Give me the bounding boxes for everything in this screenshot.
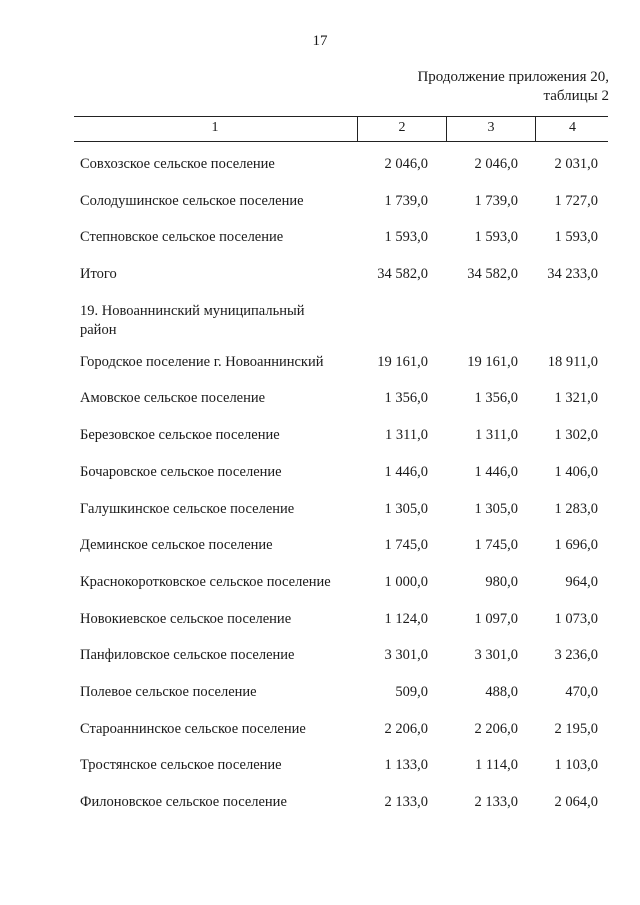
row-name: Бочаровское сельское поселение: [80, 463, 282, 480]
row-value-col4: 470,0: [565, 683, 598, 700]
table-row: [0, 778, 640, 815]
table-row: [0, 521, 640, 558]
row-value-col2: 1 305,0: [384, 500, 428, 517]
row-value-col4: 34 233,0: [547, 266, 598, 283]
table-row: [0, 558, 640, 595]
page-number: 17: [312, 33, 328, 49]
column-header-2: 2: [357, 117, 446, 141]
row-value-col2: 1 124,0: [384, 610, 428, 627]
row-value-col3: 2 206,0: [474, 720, 518, 737]
table-row: [0, 411, 640, 448]
row-value-col3: 1 311,0: [475, 427, 518, 444]
row-value-col3: 34 582,0: [467, 266, 518, 283]
row-value-col4: 1 593,0: [554, 229, 598, 246]
table-row: [0, 177, 640, 214]
row-value-col2: 34 582,0: [377, 266, 428, 283]
row-value-col4: 1 406,0: [554, 463, 598, 480]
row-value-col4: 1 103,0: [554, 757, 598, 774]
row-name: Деминское сельское поселение: [80, 537, 273, 554]
row-value-col4: 18 911,0: [547, 353, 598, 370]
table-row: [0, 213, 640, 250]
caption-line-1: Продолжение приложения 20,: [417, 69, 609, 85]
row-name: Итого: [80, 266, 117, 283]
table-row-section-heading: [0, 287, 640, 338]
row-name: Солодушинское сельское поселение: [80, 192, 304, 209]
row-value-col4: 1 696,0: [554, 537, 598, 554]
row-value-col3: 1 305,0: [474, 500, 518, 517]
row-value-col4: 1 321,0: [554, 390, 598, 407]
row-value-col2: 1 133,0: [384, 757, 428, 774]
table-row: [0, 374, 640, 411]
row-value-col2: 3 301,0: [384, 647, 428, 664]
row-value-col2: 509,0: [395, 683, 428, 700]
row-name: Краснокоротковское сельское поселение: [80, 573, 331, 590]
caption-line-2: таблицы 2: [543, 88, 609, 104]
table-body: [0, 140, 640, 815]
row-value-col4: 2 064,0: [554, 794, 598, 810]
row-value-col3: 980,0: [485, 573, 518, 590]
row-value-col2: 1 745,0: [384, 537, 428, 554]
table-row: [0, 338, 640, 375]
row-value-col3: 19 161,0: [467, 353, 518, 370]
column-header-1: 1: [211, 120, 219, 135]
row-value-col2: 2 133,0: [384, 794, 428, 810]
table-row: [0, 485, 640, 522]
row-value-col4: 2 031,0: [554, 156, 598, 172]
table-row: [0, 705, 640, 742]
row-value-col3: 1 745,0: [474, 537, 518, 554]
table-header-row: [74, 116, 608, 142]
row-value-col3: 2 133,0: [474, 794, 518, 810]
row-value-col2: 19 161,0: [377, 353, 428, 370]
row-value-col3: 488,0: [485, 683, 518, 700]
table-row: [0, 448, 640, 485]
column-header-3: 3: [446, 117, 535, 141]
row-value-col2: 1 446,0: [384, 463, 428, 480]
row-value-col2: 1 000,0: [384, 573, 428, 590]
row-value-col3: 1 114,0: [475, 757, 518, 774]
table-row: [0, 668, 640, 705]
row-name: Староаннинское сельское поселение: [80, 720, 306, 737]
row-value-col4: 3 236,0: [554, 647, 598, 664]
row-name: Степновское сельское поселение: [80, 229, 284, 246]
row-name: Березовское сельское поселение: [80, 427, 280, 444]
row-value-col3: 1 446,0: [474, 463, 518, 480]
row-name: Филоновское сельское поселение: [80, 794, 287, 810]
row-value-col2: 1 739,0: [384, 192, 428, 209]
row-value-col2: 1 356,0: [384, 390, 428, 407]
table-row-total: [0, 250, 640, 287]
row-value-col4: 1 073,0: [554, 610, 598, 627]
row-value-col3: 1 739,0: [474, 192, 518, 209]
row-name: Амовское сельское поселение: [80, 390, 266, 407]
row-value-col4: 1 283,0: [554, 500, 598, 517]
table-row: [0, 631, 640, 668]
row-name: Полевое сельское поселение: [80, 683, 257, 700]
column-header-4: 4: [535, 117, 609, 141]
table-caption: [417, 68, 609, 106]
row-name: Городское поселение г. Новоаннинский: [80, 353, 324, 370]
section-heading: 19. Новоаннинский муниципальный район: [80, 302, 305, 338]
row-value-col3: 1 097,0: [474, 610, 518, 627]
row-name: Галушкинское сельское поселение: [80, 500, 295, 517]
row-name: Совхозское сельское поселение: [80, 156, 275, 172]
row-value-col3: 1 593,0: [474, 229, 518, 246]
row-value-col2: 1 593,0: [384, 229, 428, 246]
row-name: Новокиевское сельское поселение: [80, 610, 292, 627]
row-value-col3: 2 046,0: [474, 156, 518, 172]
row-value-col2: 1 311,0: [385, 427, 428, 444]
row-value-col3: 1 356,0: [474, 390, 518, 407]
row-value-col4: 2 195,0: [554, 720, 598, 737]
row-name: Тростянское сельское поселение: [80, 757, 282, 774]
row-value-col3: 3 301,0: [474, 647, 518, 664]
row-value-col4: 964,0: [565, 573, 598, 590]
table-row: [0, 140, 640, 177]
table-row: [0, 595, 640, 632]
row-name: Панфиловское сельское поселение: [80, 647, 295, 664]
row-value-col2: 2 206,0: [384, 720, 428, 737]
row-value-col4: 1 727,0: [554, 192, 598, 209]
row-value-col4: 1 302,0: [554, 427, 598, 444]
table-row: [0, 741, 640, 778]
row-value-col2: 2 046,0: [384, 156, 428, 172]
